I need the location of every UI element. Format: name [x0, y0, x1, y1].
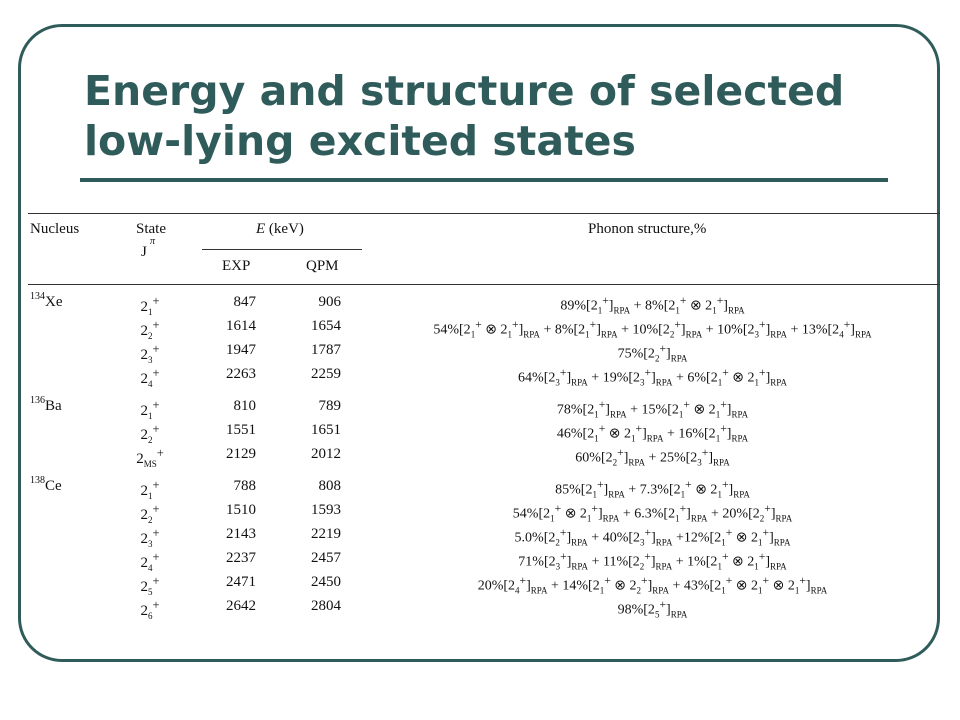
table-row	[0, 570, 960, 597]
table-row	[0, 418, 960, 445]
row-qpm-energy: 2804	[311, 598, 341, 614]
row-qpm-energy: 1787	[311, 342, 341, 358]
row-exp-energy: 788	[233, 478, 256, 494]
row-phonon-structure: $89\%[2_1^+]_{RPA} + 8\%[2_1^+$ ⊗ $2_1^+]_{RPA}$	[560, 294, 745, 316]
row-state: $2_6^+$	[140, 598, 160, 621]
row-state: $2_4^+$	[140, 550, 160, 573]
slide-title-line-1: Energy and structure of selected	[84, 67, 845, 115]
row-state: $2_2^+$	[140, 318, 160, 341]
row-exp-energy: 847	[233, 294, 256, 310]
row-phonon-structure: $98\%[2_5^+]_{RPA}$	[617, 598, 688, 620]
row-phonon-structure: $20\%[2_4^+]_{RPA} + 14\%[2_1^+$ ⊗ $2_2^+]_{RPA} + 43\%[2_1^+$ ⊗ $2_1^+$ ⊗ $2_1^+]_{RPA}$	[477, 574, 828, 596]
row-qpm-energy: 808	[318, 478, 341, 494]
row-state: $2_1^+$	[140, 478, 160, 501]
table-row	[0, 290, 960, 317]
table-row	[0, 594, 960, 621]
header-nucleus: Nucleus	[30, 221, 80, 237]
table-row	[0, 314, 960, 341]
row-phonon-structure: $5.0\%[2_2^+]_{RPA} + 40\%[2_3^+]_{RPA} +12\%[2_1^+$ ⊗ $2_1^+]_{RPA}$	[514, 526, 791, 548]
row-exp-energy: 1614	[226, 318, 256, 334]
row-phonon-structure: $60\%[2_2^+]_{RPA} + 25\%[2_3^+]_{RPA}$	[575, 446, 730, 468]
row-exp-energy: 2263	[226, 366, 256, 382]
row-qpm-energy: 1593	[311, 502, 341, 518]
table-row	[0, 362, 960, 389]
header-state-pi: π	[150, 236, 156, 247]
header-exp: EXP	[222, 258, 251, 274]
header-state-j: J	[141, 244, 147, 260]
row-exp-energy: 2143	[226, 526, 256, 542]
row-phonon-structure: $54\%[2_1^+$ ⊗ $2_1^+]_{RPA} + 8\%[2_1^+]_{RPA} + 10\%[2_2^+]_{RPA} + 10\%[2_3^+]_{RPA} + 13\%[2_4^+]_{RPA}$	[433, 318, 872, 340]
nucleus-mass-number: 134	[30, 291, 45, 302]
row-exp-energy: 1551	[226, 422, 256, 438]
nucleus-mass-number: 136	[30, 395, 45, 406]
row-state: $2_1^+$	[140, 398, 160, 421]
row-nucleus	[30, 475, 62, 495]
row-exp-energy: 2237	[226, 550, 256, 566]
row-qpm-energy: 1651	[311, 422, 341, 438]
nucleus-mass-number: 138	[30, 475, 45, 486]
row-qpm-energy: 2012	[311, 446, 341, 462]
row-state: $2_4^+$	[140, 366, 160, 389]
row-state: $2_2^+$	[140, 422, 160, 445]
row-nucleus	[30, 291, 63, 311]
row-phonon-structure: $75\%[2_2^+]_{RPA}$	[617, 342, 688, 364]
row-state: $2_3^+$	[140, 526, 160, 549]
table-row	[0, 442, 960, 469]
table-top-rule	[28, 213, 940, 214]
header-energy-unit: (keV)	[268, 221, 304, 237]
row-qpm-energy: 2259	[311, 366, 341, 382]
table-row	[0, 394, 960, 421]
table-row	[0, 522, 960, 549]
row-qpm-energy: 2450	[311, 574, 341, 590]
header-bottom-rule	[28, 284, 940, 285]
row-exp-energy: 2471	[226, 574, 256, 590]
table-row	[0, 498, 960, 525]
table-row	[0, 474, 960, 501]
row-phonon-structure: $64\%[2_3^+]_{RPA} + 19\%[2_3^+]_{RPA} + 6\%[2_1^+$ ⊗ $2_1^+]_{RPA}$	[518, 366, 787, 388]
nucleus-symbol: Ba	[45, 398, 62, 414]
row-phonon-structure: $46\%[2_1^+$ ⊗ $2_1^+]_{RPA} + 16\%[2_1^+]_{RPA}$	[556, 422, 749, 444]
table-row	[0, 546, 960, 573]
row-exp-energy: 2642	[226, 598, 256, 614]
row-qpm-energy: 1654	[311, 318, 341, 334]
table-row	[0, 338, 960, 365]
row-exp-energy: 1510	[226, 502, 256, 518]
row-state: $2_3^+$	[140, 342, 160, 365]
energy-header-rule	[202, 249, 362, 250]
row-exp-energy: 2129	[226, 446, 256, 462]
slide-title	[84, 66, 904, 166]
row-qpm-energy: 2457	[311, 550, 341, 566]
row-phonon-structure: $85\%[2_1^+]_{RPA} + 7.3\%[2_1^+$ ⊗ $2_1^+]_{RPA}$	[555, 478, 750, 500]
title-underline	[80, 178, 888, 182]
header-state: State	[136, 221, 166, 237]
nucleus-symbol: Xe	[45, 294, 63, 310]
header-energy-symbol: E	[256, 221, 266, 237]
row-state: $2_1^+$	[140, 294, 160, 317]
row-qpm-energy: 906	[318, 294, 341, 310]
header-phonon: Phonon structure,%	[588, 221, 707, 237]
header-energy	[256, 221, 304, 238]
row-phonon-structure: $54\%[2_1^+$ ⊗ $2_1^+]_{RPA} + 6.3\%[2_1^+]_{RPA} + 20\%[2_2^+]_{RPA}$	[512, 502, 793, 524]
row-state: $2_{MS}^+$	[136, 446, 164, 469]
row-state: $2_5^+$	[140, 574, 160, 597]
nucleus-symbol: Ce	[45, 478, 62, 494]
row-qpm-energy: 789	[318, 398, 341, 414]
slide-title-line-2: low-lying excited states	[84, 117, 636, 165]
row-nucleus	[30, 395, 62, 415]
row-phonon-structure: $78\%[2_1^+]_{RPA} + 15\%[2_1^+$ ⊗ $2_1^+]_{RPA}$	[556, 398, 749, 420]
row-exp-energy: 810	[233, 398, 256, 414]
row-state: $2_2^+$	[140, 502, 160, 525]
row-phonon-structure: $71\%[2_3^+]_{RPA} + 11\%[2_2^+]_{RPA} + 1\%[2_1^+$ ⊗ $2_1^+]_{RPA}$	[518, 550, 787, 572]
header-qpm: QPM	[306, 258, 339, 274]
row-exp-energy: 1947	[226, 342, 256, 358]
row-qpm-energy: 2219	[311, 526, 341, 542]
